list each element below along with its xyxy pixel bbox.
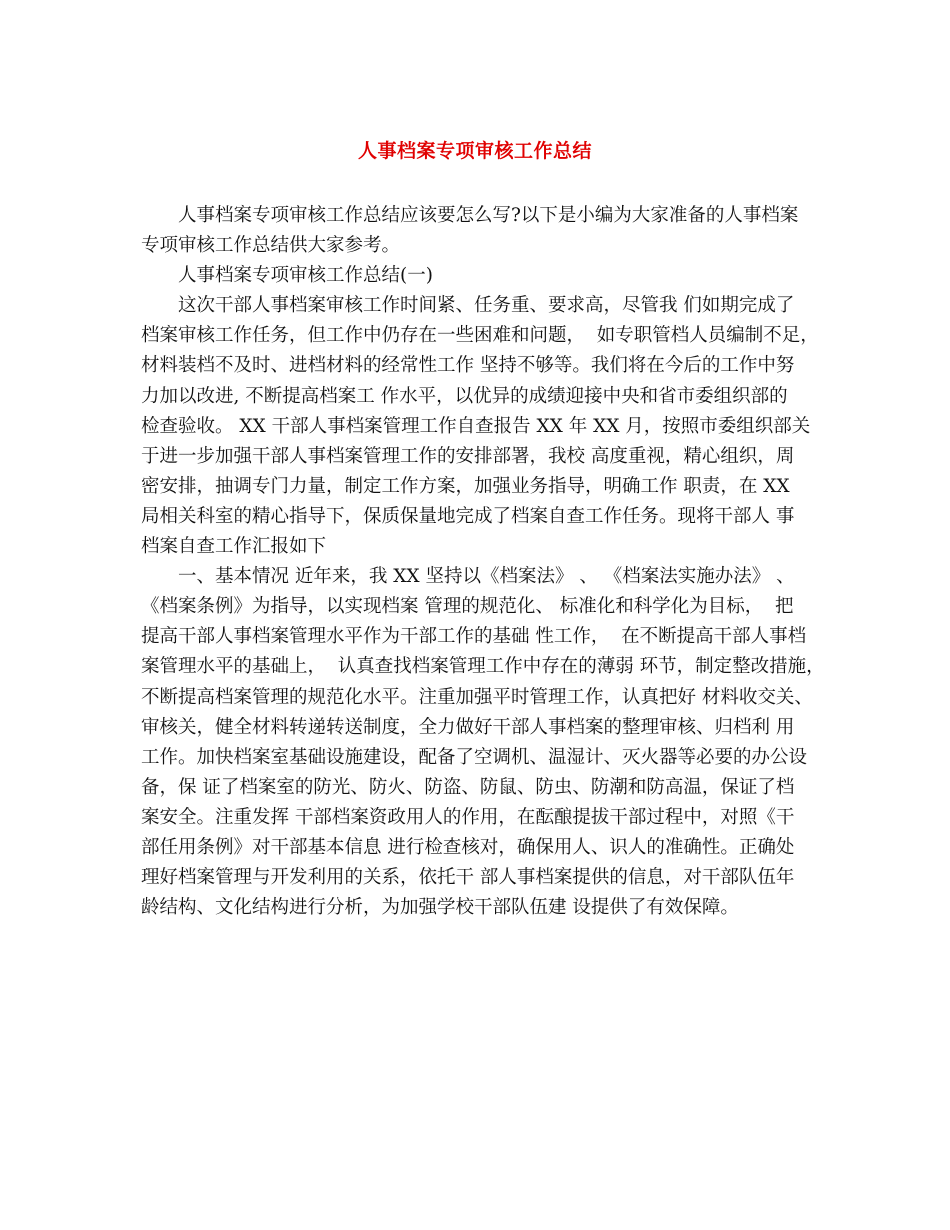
text-line: 材料装档不及时、进档材料的经常性工作 坚持不够等。我们将在今后的工作中努: [141, 355, 795, 377]
text-line: 《档案条例》为指导，以实现档案 管理的规范化、 标准化和科学化为目标， 把: [141, 596, 794, 618]
text-line: 人事档案专项审核工作总结应该要怎么写?以下是小编为大家准备的人事档案: [178, 205, 799, 226]
document-body: [141, 201, 831, 923]
text-line: 工作。加快档案室基础设施建设，配备了空调机、温湿计、灭火器等必要的办公设: [141, 746, 808, 768]
text-line: 龄结构、文化结构进行分析，为加强学校干部队伍建 设提供了有效保障。: [141, 897, 739, 919]
text-line: 备，保 证了档案室的防光、防火、防盗、防鼠、防虫、防潮和防高温，保证了档: [141, 776, 795, 798]
text-line: 密安排，抽调专门力量，制定工作方案，加强业务指导，明确工作 职责，在 XX: [141, 475, 790, 497]
text-line: 一、基本情况 近年来，我 XX 坚持以《档案法》 、 《档案法实施办法》 、: [178, 566, 795, 588]
text-line: 局相关科室的精心指导下，保质保量地完成了档案自查工作任务。现将干部人 事: [141, 505, 795, 527]
text-line: 人事档案专项审核工作总结(一): [178, 265, 433, 287]
text-line: 案安全。注重发挥 干部档案资政用人的作用，在酝酿提拔干部过程中，对照《干: [141, 806, 795, 828]
text-line: 专项审核工作总结供大家参考。: [141, 235, 401, 257]
text-line: 这次干部人事档案审核工作时间紧、任务重、要求高，尽管我 们如期完成了: [178, 295, 795, 317]
text-line: 理好档案管理与开发利用的关系，依托干 部人事档案提供的信息，对干部队伍年: [141, 867, 795, 889]
text-line: 不断提高档案管理的规范化水平。注重加强平时管理工作，认真把好 材料收交关、: [141, 686, 813, 708]
text-line: 档案自查工作汇报如下: [141, 536, 327, 558]
text-line: 检查验收。 XX 干部人事档案管理工作自查报告 XX 年 XX 月，按照市委组织部关: [141, 415, 811, 437]
text-line: 案管理水平的基础上， 认真查找档案管理工作中存在的薄弱 环节，制定整改措施，: [141, 656, 825, 678]
document-title: 人事档案专项审核工作总结: [357, 140, 592, 162]
text-line: 提高干部人事档案管理水平作为干部工作的基础 性工作， 在不断提高干部人事档: [141, 626, 807, 648]
text-line: 部任用条例》对干部基本信息 进行检查核对，确保用人、识人的准确性。正确处: [141, 836, 795, 858]
text-line: 于进一步加强干部人事档案管理工作的安排部署，我校 高度重视，精心组织，周: [141, 445, 795, 467]
text-line: 档案审核工作任务，但工作中仍存在一些困难和问题， 如专职管档人员编制不足，: [141, 325, 819, 347]
text-line: 力加以改进, 不断提高档案工 作水平，以优异的成绩迎接中央和省市委组织部的: [141, 385, 788, 407]
text-line: 审核关，健全材料转递转送制度，全力做好干部人事档案的整理审核、归档利 用: [141, 716, 795, 738]
